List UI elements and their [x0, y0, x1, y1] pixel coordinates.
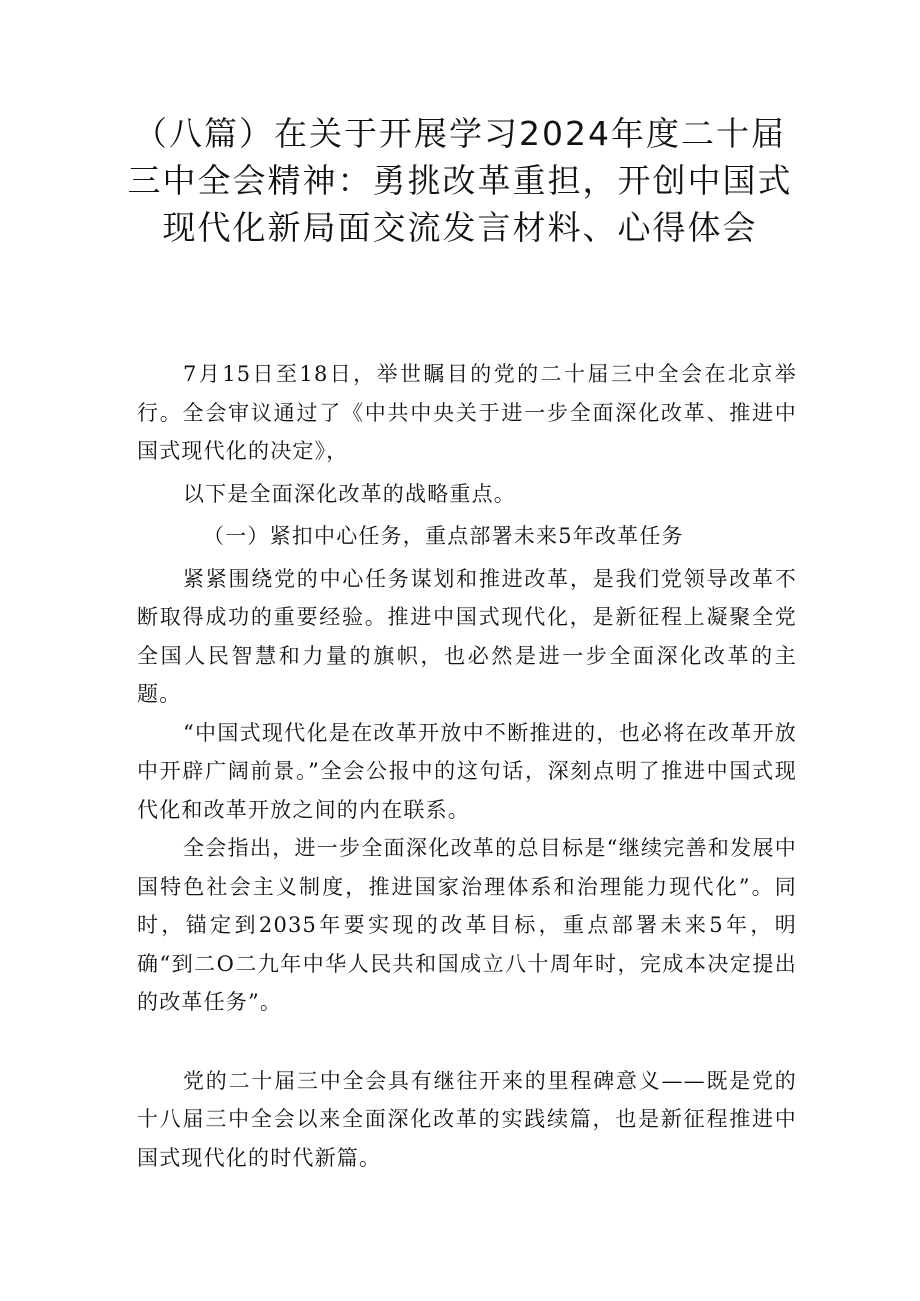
title-line-3: 现代化新局面交流发言材料、心得体会: [162, 208, 758, 247]
paragraph-goal: 全会指出，进一步全面深化改革的总目标是“继续完善和发展中国特色社会主义制度，推进国家治理体系和治理能力现代化”。同时，锚定到2035年要实现的改革目标，重点部署未来5年，明确“到二O二九年中华人民共和国成立八十周年时，完成本决定提出的改革任务”。: [137, 836, 797, 1014]
title-line-2: 三中全会精神：勇挑改革重担，开创中国式: [127, 161, 793, 200]
paragraph-intro: 7月15日至18日，举世瞩目的党的二十届三中全会在北京举行。全会审议通过了《中共中央关于进一步全面深化改革、推进中国式现代化的决定》，: [137, 362, 797, 463]
paragraph-central-task: 紧紧围绕党的中心任务谋划和推进改革，是我们党领导改革不断取得成功的重要经验。推进中国式现代化，是新征程上凝聚全党全国人民智慧和力量的旗帜，也必然是进一步全面深化改革的主题。: [137, 566, 797, 706]
section-heading-1: （一）紧扣中心任务，重点部署未来5年改革任务: [203, 524, 684, 548]
title-line-1: （八篇）在关于开展学习2024年度二十届: [134, 114, 786, 153]
paragraph-overview: 以下是全面深化改革的战略重点。: [183, 481, 516, 506]
paragraph-milestone: 党的二十届三中全会具有继往开来的里程碑意义——既是党的十八届三中全会以来全面深化改革的实践续篇，也是新征程推进中国式现代化的时代新篇。: [137, 1068, 797, 1170]
document-body: [137, 355, 797, 1177]
paragraph-quote: “中国式现代化是在改革开放中不断推进的，也必将在改革开放中开辟广阔前景。”全会公报中的这句话，深刻点明了推进中国式现代化和改革开放之间的内在联系。: [137, 720, 797, 822]
document-title: [120, 110, 800, 251]
